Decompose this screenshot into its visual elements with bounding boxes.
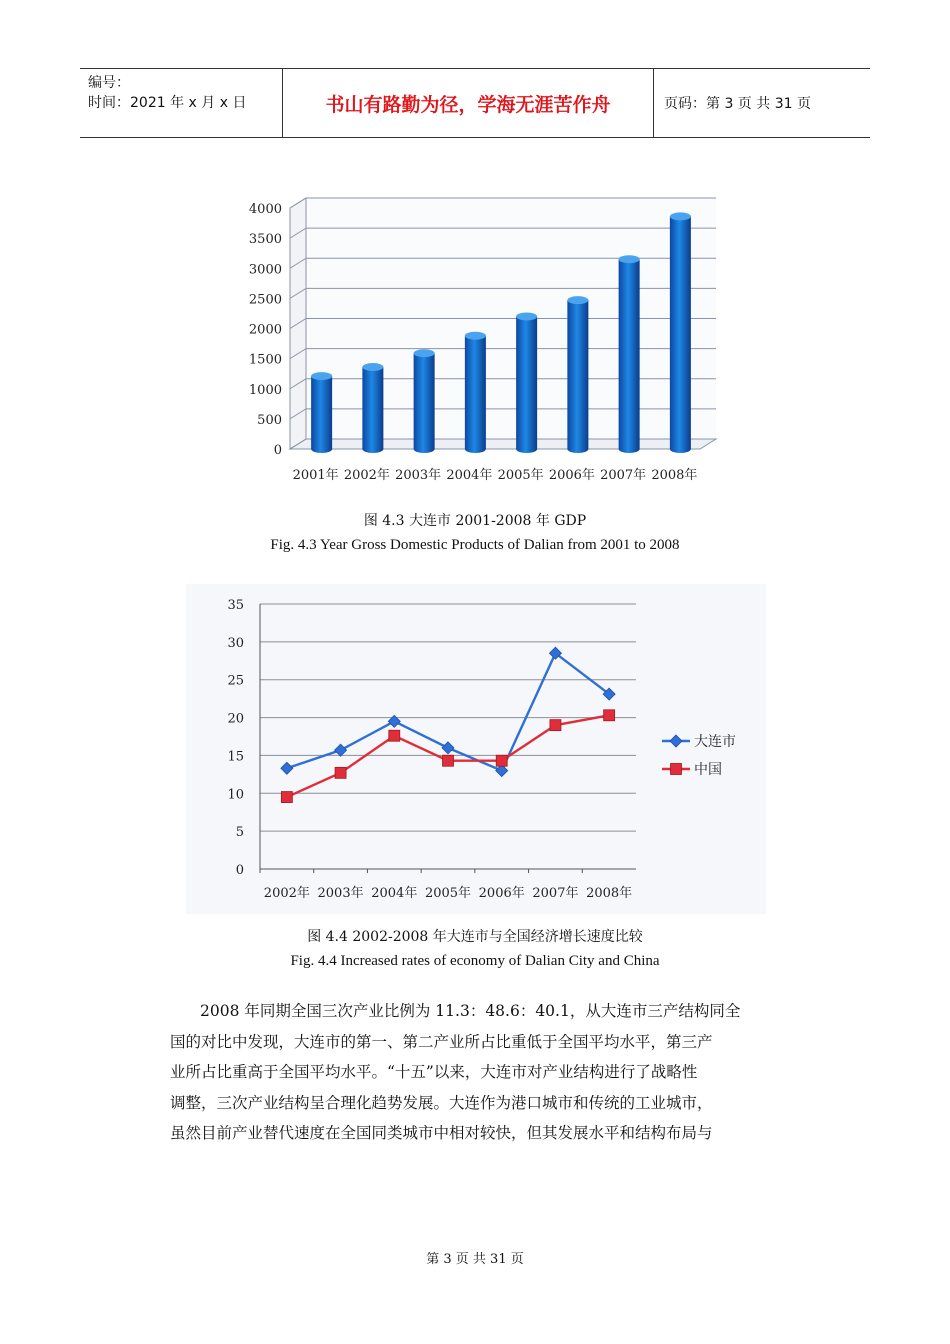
bar xyxy=(516,312,537,453)
gdp-bar-chart-svg xyxy=(238,188,728,494)
y-tick-label: 0 xyxy=(235,863,244,878)
number-label: 编号： xyxy=(88,75,130,91)
x-tick-label: 2002年 xyxy=(263,886,310,901)
y-tick-label: 20 xyxy=(227,711,244,727)
paragraph-line: 业所占比重高于全国平均水平。“十五”以来，大连市对产业结构进行了战略性 xyxy=(170,1063,698,1081)
x-tick-label: 2007年 xyxy=(600,468,647,483)
time-label: 时间：2021 年 x 月 x 日 xyxy=(88,95,247,111)
y-tick-label: 1000 xyxy=(248,382,282,398)
chart-floor xyxy=(290,439,716,449)
header-motto: 书山有路勤为径，学海无涯苦作舟 xyxy=(282,69,654,137)
growth-line-chart xyxy=(186,584,766,914)
figure2-caption-cn: 图 4.4 2002-2008 年大连市与全国经济增长速度比较 xyxy=(307,929,643,945)
y-tick-label: 500 xyxy=(257,412,282,428)
body-paragraph xyxy=(170,996,802,1149)
x-tick-label: 2003年 xyxy=(395,468,442,483)
y-tick-label: 3500 xyxy=(248,232,282,248)
gdp-bar-chart xyxy=(238,188,728,494)
x-tick-label: 2003年 xyxy=(317,886,364,901)
data-point xyxy=(443,755,454,766)
x-tick-label: 2005年 xyxy=(497,468,544,483)
bar xyxy=(362,363,383,453)
x-tick-label: 2005年 xyxy=(424,886,472,901)
x-tick-label: 2007年 xyxy=(532,886,579,901)
bar xyxy=(619,255,640,453)
x-tick-label: 2006年 xyxy=(548,468,595,483)
y-tick-label: 2500 xyxy=(248,292,282,308)
bar xyxy=(567,296,588,453)
x-tick-label: 2004年 xyxy=(446,468,493,483)
page-header xyxy=(80,68,870,138)
data-point xyxy=(389,730,400,741)
bar xyxy=(465,332,486,453)
y-tick-label: 35 xyxy=(227,598,244,613)
bar xyxy=(670,212,691,453)
bar xyxy=(311,372,332,453)
y-tick-label: 10 xyxy=(227,787,244,803)
y-tick-label: 2000 xyxy=(248,322,282,338)
data-point xyxy=(604,710,615,721)
page-footer: 第 3 页 共 31 页 xyxy=(426,1252,524,1267)
data-point xyxy=(281,792,292,803)
data-point xyxy=(550,720,561,731)
x-tick-label: 2008年 xyxy=(651,468,698,483)
y-tick-label: 0 xyxy=(273,443,282,458)
y-tick-label: 1500 xyxy=(248,352,282,368)
y-tick-label: 4000 xyxy=(248,202,282,217)
data-point xyxy=(335,767,346,778)
x-tick-label: 2006年 xyxy=(478,886,525,901)
y-tick-label: 5 xyxy=(235,825,244,841)
header-page-label: 页码：第 3 页 共 31 页 xyxy=(664,96,811,112)
x-tick-label: 2001年 xyxy=(292,468,339,483)
y-tick-label: 3000 xyxy=(248,262,282,278)
header-meta xyxy=(80,69,282,137)
paragraph-line: 2008 年同期全国三次产业比例为 11.3：48.6：40.1，从大连市三产结构同全 xyxy=(200,1002,741,1020)
x-tick-label: 2008年 xyxy=(586,886,633,901)
y-tick-label: 25 xyxy=(227,673,244,689)
chart-background xyxy=(186,584,766,914)
data-point xyxy=(496,755,507,766)
data-point xyxy=(671,764,682,775)
paragraph-line: 虽然目前产业替代速度在全国同类城市中相对较快，但其发展水平和结构布局与 xyxy=(170,1124,713,1142)
paragraph-line: 国的对比中发现，大连市的第一、第二产业所占比重低于全国平均水平，第三产 xyxy=(170,1032,713,1051)
figure2-caption-en: Fig. 4.4 Increased rates of economy of Dalian City and China xyxy=(290,953,660,969)
paragraph-line: 调整，三次产业结构呈合理化趋势发展。大连作为港口城市和传统的工业城市， xyxy=(170,1093,713,1112)
figure1-caption-en: Fig. 4.3 Year Gross Domestic Products of Dalian from 2001 to 2008 xyxy=(270,537,680,553)
x-tick-label: 2002年 xyxy=(343,468,390,483)
bar xyxy=(414,349,435,453)
legend-label: 中国 xyxy=(694,762,722,778)
growth-line-chart-svg xyxy=(186,584,766,914)
figure1-caption-cn: 图 4.3 大连市 2001-2008 年 GDP xyxy=(363,513,587,529)
y-tick-label: 15 xyxy=(227,749,244,765)
x-tick-label: 2004年 xyxy=(371,886,418,901)
y-tick-label: 30 xyxy=(227,635,244,651)
legend-label: 大连市 xyxy=(694,734,736,750)
